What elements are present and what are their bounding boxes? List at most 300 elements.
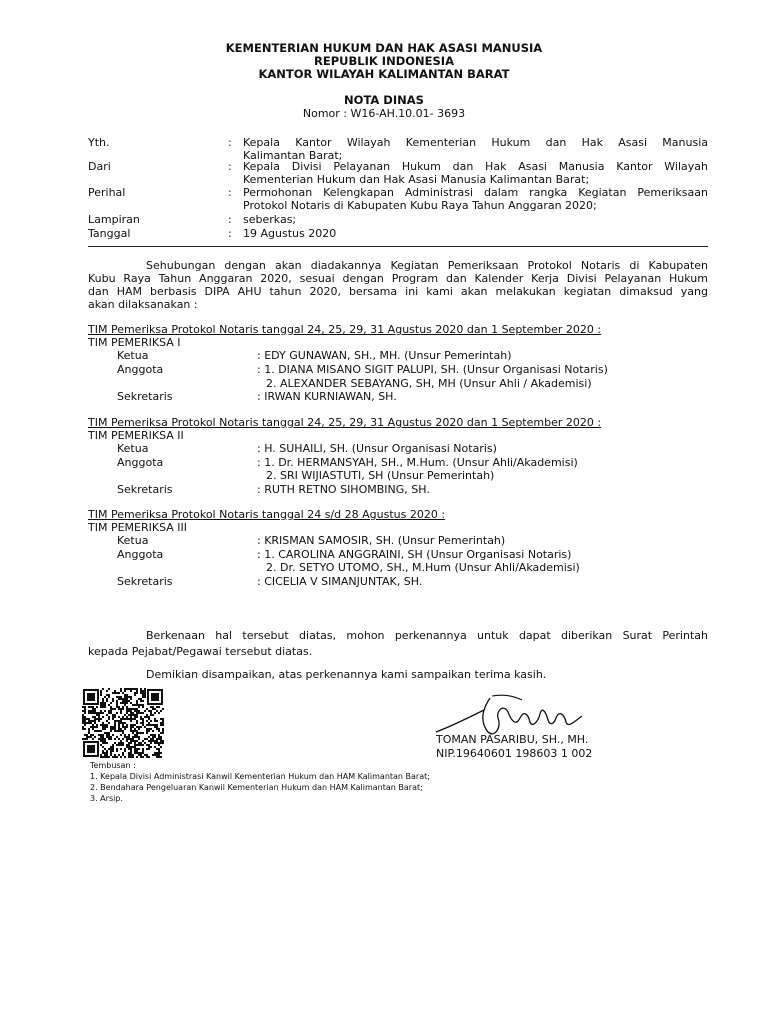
qr-module (150, 720, 152, 722)
qr-module (130, 724, 132, 726)
qr-module (114, 690, 116, 692)
qr-module (142, 712, 144, 714)
qr-module (98, 738, 100, 740)
republic-title: REPUBLIK INDONESIA (314, 54, 454, 68)
qr-module (114, 738, 116, 740)
qr-module (130, 720, 132, 722)
qr-module (128, 734, 130, 736)
qr-module (154, 740, 156, 742)
qr-module (158, 750, 160, 752)
dari-line2: Kementerian Hukum dan Hak Asasi Manusia Kalimantan Barat; (243, 173, 590, 186)
tanggal-colon: : (228, 227, 232, 240)
qr-module (100, 718, 102, 720)
qr-module (110, 754, 112, 756)
qr-module (112, 746, 114, 748)
qr-module (108, 748, 110, 750)
qr-module (134, 740, 136, 742)
qr-module (84, 706, 86, 708)
qr-module (156, 748, 158, 750)
qr-module (156, 706, 158, 708)
qr-module (130, 718, 132, 720)
qr-module (106, 724, 108, 726)
qr-module (104, 724, 106, 726)
qr-module (138, 752, 140, 754)
qr-module (134, 750, 136, 752)
qr-module (154, 718, 156, 720)
qr-module (138, 742, 140, 744)
qr-module (120, 690, 122, 692)
qr-module (102, 736, 104, 738)
qr-module (162, 740, 164, 742)
qr-module (148, 744, 150, 746)
qr-module (88, 730, 90, 732)
qr-module (118, 742, 120, 744)
qr-module (150, 710, 152, 712)
team3-anggota1: : 1. CAROLINA ANGGRAINI, SH (Unsur Organisasi Notaris) (257, 548, 572, 561)
qr-module (146, 728, 148, 730)
qr-module (124, 714, 126, 716)
qr-module (90, 710, 92, 712)
qr-module (118, 744, 120, 746)
qr-module (122, 724, 124, 726)
team2-anggota1: : 1. Dr. HERMANSYAH, SH., M.Hum. (Unsur Ahli/Akademisi) (257, 456, 578, 469)
qr-module (84, 722, 86, 724)
qr-module (100, 724, 102, 726)
qr-module (136, 748, 138, 750)
qr-module (160, 756, 162, 758)
qr-module (108, 704, 110, 706)
qr-module (82, 718, 84, 720)
qr-module (106, 690, 108, 692)
qr-module (146, 724, 148, 726)
qr-module (114, 720, 116, 722)
qr-module (140, 688, 142, 690)
lampiran-colon: : (228, 213, 232, 226)
qr-module (160, 732, 162, 734)
qr-module (152, 736, 154, 738)
qr-module (110, 730, 112, 732)
qr-module (84, 716, 86, 718)
team2-name: TIM PEMERIKSA II (88, 429, 184, 442)
qr-module (142, 692, 144, 694)
qr-module (118, 720, 120, 722)
qr-module (104, 740, 106, 742)
qr-module (88, 712, 90, 714)
qr-module (152, 734, 154, 736)
qr-module (106, 714, 108, 716)
qr-module (92, 716, 94, 718)
qr-module (132, 708, 134, 710)
qr-module (114, 728, 116, 730)
team1-ketua-label: Ketua (117, 349, 149, 362)
qr-module (152, 754, 154, 756)
qr-module (150, 742, 152, 744)
qr-module (118, 722, 120, 724)
qr-module (102, 712, 104, 714)
qr-module (150, 734, 152, 736)
qr-module (104, 728, 106, 730)
qr-module (124, 690, 126, 692)
qr-module (138, 728, 140, 730)
team3-name: TIM PEMERIKSA III (88, 521, 188, 534)
qr-module (160, 742, 162, 744)
qr-module (106, 698, 108, 700)
qr-module (134, 692, 136, 694)
qr-module (122, 732, 124, 734)
qr-module (142, 690, 144, 692)
qr-module (104, 756, 106, 758)
qr-module (134, 748, 136, 750)
qr-module (144, 710, 146, 712)
qr-module (118, 696, 120, 698)
qr-module (120, 698, 122, 700)
qr-module (162, 742, 164, 744)
qr-module (140, 704, 142, 706)
qr-module (148, 722, 150, 724)
qr-module (118, 738, 120, 740)
closing-line2: kepada Pejabat/Pegawai tersebut diatas. (88, 645, 313, 658)
qr-module (102, 746, 104, 748)
qr-module (116, 744, 118, 746)
qr-module (140, 692, 142, 694)
qr-module (96, 712, 98, 714)
qr-module (92, 726, 94, 728)
qr-module (94, 736, 96, 738)
qr-module (124, 756, 126, 758)
team1-anggota2: 2. ALEXANDER SEBAYANG, SH, MH (Unsur Ahli / Akademisi) (266, 377, 592, 390)
qr-module (106, 700, 108, 702)
qr-module (94, 726, 96, 728)
qr-module (124, 702, 126, 704)
qr-module (102, 728, 104, 730)
qr-module (158, 748, 160, 750)
qr-module (126, 718, 128, 720)
team3-anggota2: 2. Dr. SETYO UTOMO, SH., M.Hum (Unsur Ahli/Akademisi) (266, 561, 580, 574)
qr-module (106, 734, 108, 736)
qr-module (82, 738, 84, 740)
tanggal-value: 19 Agustus 2020 (243, 227, 337, 240)
qr-module (136, 740, 138, 742)
qr-module (148, 746, 150, 748)
qr-module (82, 722, 84, 724)
qr-module (84, 708, 86, 710)
qr-module (130, 730, 132, 732)
qr-module (92, 708, 94, 710)
qr-module (136, 688, 138, 690)
qr-module (128, 736, 130, 738)
qr-module (84, 720, 86, 722)
qr-module (132, 740, 134, 742)
dari-label: Dari (88, 160, 111, 173)
qr-module (154, 712, 156, 714)
intro-line4: akan dilaksanakan : (88, 298, 198, 311)
qr-module (104, 706, 106, 708)
qr-module (112, 748, 114, 750)
qr-module (116, 730, 118, 732)
team2-sekretaris: : RUTH RETNO SIHOMBING, SH. (257, 483, 430, 496)
qr-module (122, 716, 124, 718)
qr-module (146, 756, 148, 758)
qr-module (120, 702, 122, 704)
qr-module (110, 708, 112, 710)
qr-module (132, 756, 134, 758)
qr-module (130, 696, 132, 698)
qr-module (94, 708, 96, 710)
qr-module (156, 738, 158, 740)
qr-module (156, 754, 158, 756)
qr-module (160, 718, 162, 720)
qr-module (114, 722, 116, 724)
tanggal-label: Tanggal (88, 227, 131, 240)
qr-module (102, 698, 104, 700)
qr-module (158, 738, 160, 740)
qr-module (84, 718, 86, 720)
qr-module (154, 726, 156, 728)
qr-module (84, 734, 86, 736)
qr-module (138, 738, 140, 740)
qr-module (136, 722, 138, 724)
qr-module (106, 732, 108, 734)
qr-module (94, 710, 96, 712)
qr-module (130, 712, 132, 714)
qr-module (158, 736, 160, 738)
qr-module (104, 702, 106, 704)
qr-module (136, 710, 138, 712)
yth-line1: Kepala Kantor Wilayah Kementerian Hukum dan Hak Asasi Manusia (243, 136, 708, 149)
qr-module (122, 702, 124, 704)
qr-module (144, 738, 146, 740)
qr-module (132, 726, 134, 728)
office-title: KANTOR WILAYAH KALIMANTAN BARAT (258, 67, 510, 81)
qr-module (142, 722, 144, 724)
qr-module (134, 714, 136, 716)
qr-module (156, 742, 158, 744)
qr-module (126, 740, 128, 742)
qr-module (120, 728, 122, 730)
qr-module (82, 716, 84, 718)
qr-module (144, 754, 146, 756)
team2-ketua-label: Ketua (117, 442, 149, 455)
qr-module (132, 688, 134, 690)
qr-module (112, 700, 114, 702)
qr-module (118, 728, 120, 730)
qr-module (110, 750, 112, 752)
qr-module (160, 710, 162, 712)
dari-line1: Kepala Divisi Pelayanan Hukum dan Hak Asasi Manusia Kantor Wilayah (243, 160, 708, 173)
qr-module (138, 712, 140, 714)
qr-module (90, 722, 92, 724)
qr-module (120, 710, 122, 712)
qr-module (124, 750, 126, 752)
qr-module (122, 706, 124, 708)
qr-module (120, 688, 122, 690)
qr-module (94, 716, 96, 718)
qr-module (126, 736, 128, 738)
qr-module (106, 752, 108, 754)
qr-module (100, 738, 102, 740)
qr-module (84, 724, 86, 726)
qr-module (100, 754, 102, 756)
perihal-label: Perihal (88, 186, 126, 199)
qr-module (138, 706, 140, 708)
qr-module (92, 724, 94, 726)
qr-module (102, 742, 104, 744)
qr-module (134, 728, 136, 730)
qr-module (102, 702, 104, 704)
qr-module (134, 746, 136, 748)
qr-module (132, 754, 134, 756)
qr-module (120, 708, 122, 710)
team3-sekretaris: : CICELIA V SIMANJUNTAK, SH. (257, 575, 423, 588)
qr-module (116, 736, 118, 738)
qr-module (82, 726, 84, 728)
qr-module (108, 738, 110, 740)
qr-module (110, 710, 112, 712)
qr-module (146, 714, 148, 716)
qr-module (128, 754, 130, 756)
qr-module (136, 714, 138, 716)
qr-module (122, 700, 124, 702)
qr-module (154, 720, 156, 722)
qr-module (126, 716, 128, 718)
qr-module (88, 736, 90, 738)
qr-module (144, 696, 146, 698)
qr-module (156, 756, 158, 758)
qr-module (92, 712, 94, 714)
qr-module (126, 706, 128, 708)
qr-module (128, 700, 130, 702)
qr-module (124, 736, 126, 738)
qr-module (152, 714, 154, 716)
qr-module (90, 734, 92, 736)
qr-module (136, 726, 138, 728)
qr-module (98, 730, 100, 732)
qr-module (150, 724, 152, 726)
qr-module (90, 736, 92, 738)
team2-heading: TIM Pemeriksa Protokol Notaris tanggal 24, 25, 29, 31 Agustus 2020 dan 1 September 2020 : (88, 416, 602, 429)
qr-module (126, 696, 128, 698)
qr-module (146, 748, 148, 750)
qr-module (100, 730, 102, 732)
qr-module (136, 750, 138, 752)
qr-module (146, 754, 148, 756)
qr-module (136, 736, 138, 738)
qr-module (130, 702, 132, 704)
qr-module (112, 744, 114, 746)
qr-module (104, 704, 106, 706)
qr-module (110, 726, 112, 728)
qr-module (136, 712, 138, 714)
qr-module (148, 748, 150, 750)
qr-module (108, 732, 110, 734)
qr-module (132, 724, 134, 726)
qr-module (120, 720, 122, 722)
qr-module (138, 748, 140, 750)
qr-module (98, 714, 100, 716)
qr-module (128, 718, 130, 720)
qr-module (116, 696, 118, 698)
doc-number: Nomor : W16-AH.10.01- 3693 (302, 107, 466, 120)
qr-module (126, 726, 128, 728)
qr-module (100, 704, 102, 706)
qr-module (114, 726, 116, 728)
qr-module (122, 718, 124, 720)
yth-colon: : (228, 136, 232, 149)
qr-module (82, 710, 84, 712)
qr-module (112, 716, 114, 718)
qr-module (112, 692, 114, 694)
team1-sekretaris-label: Sekretaris (117, 390, 173, 403)
qr-module (126, 708, 128, 710)
qr-module (102, 700, 104, 702)
qr-module (120, 734, 122, 736)
qr-module (134, 716, 136, 718)
qr-module (160, 746, 162, 748)
qr-module (162, 730, 164, 732)
qr-module (88, 718, 90, 720)
qr-module (160, 736, 162, 738)
qr-module (124, 698, 126, 700)
qr-module (96, 724, 98, 726)
qr-module (136, 734, 138, 736)
team1-name: TIM PEMERIKSA I (88, 336, 181, 349)
qr-module (146, 720, 148, 722)
qr-module (112, 750, 114, 752)
qr-module (136, 730, 138, 732)
team3-heading: TIM Pemeriksa Protokol Notaris tanggal 24 s/d 28 Agustus 2020 : (88, 508, 446, 521)
qr-module (142, 720, 144, 722)
qr-module (102, 740, 104, 742)
qr-module (134, 744, 136, 746)
qr-module (160, 752, 162, 754)
qr-module (110, 738, 112, 740)
qr-module (122, 708, 124, 710)
qr-module (124, 734, 126, 736)
qr-module (162, 708, 164, 710)
qr-module (152, 706, 154, 708)
qr-module (140, 732, 142, 734)
qr-module (104, 696, 106, 698)
qr-module (106, 736, 108, 738)
qr-module (100, 710, 102, 712)
qr-module (128, 756, 130, 758)
qr-module (148, 740, 150, 742)
qr-module (126, 698, 128, 700)
qr-module (156, 720, 158, 722)
qr-module (138, 736, 140, 738)
qr-module (104, 754, 106, 756)
qr-module (142, 696, 144, 698)
qr-module (146, 744, 148, 746)
qr-module (146, 730, 148, 732)
perihal-colon: : (228, 186, 232, 199)
qr-module (84, 738, 86, 740)
qr-module (162, 724, 164, 726)
qr-module (136, 704, 138, 706)
qr-module (116, 712, 118, 714)
qr-module (82, 714, 84, 716)
qr-module (122, 744, 124, 746)
qr-module (130, 754, 132, 756)
qr-module (134, 694, 136, 696)
qr-module (136, 692, 138, 694)
qr-module (120, 696, 122, 698)
qr-module (108, 736, 110, 738)
qr-module (134, 708, 136, 710)
qr-module (92, 738, 94, 740)
qr-module (120, 718, 122, 720)
qr-module (120, 748, 122, 750)
